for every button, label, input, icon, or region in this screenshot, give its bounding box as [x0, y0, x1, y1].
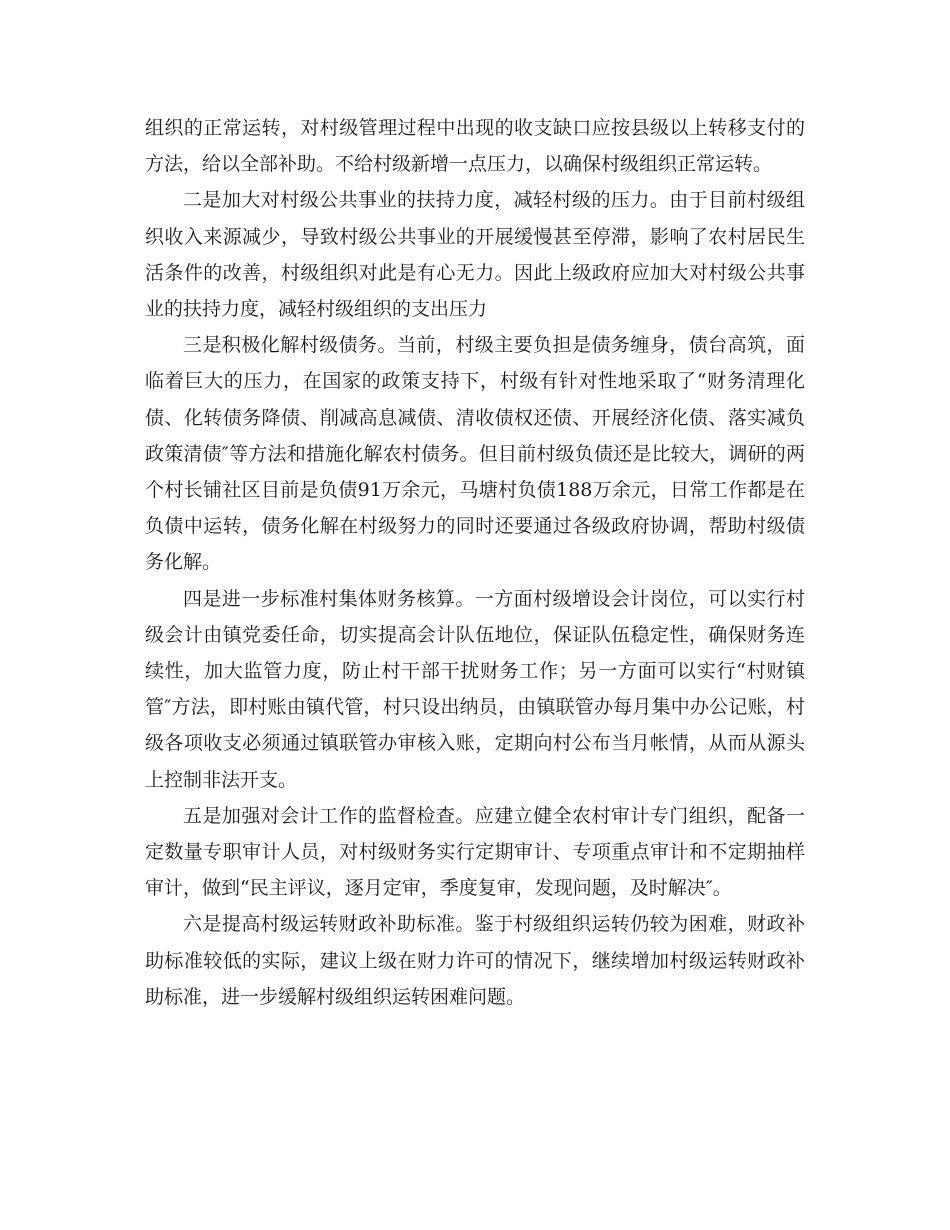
paragraph-point-6: 六是提高村级运转财政补助标准。鉴于村级组织运转仍较为困难，财政补助标准较低的实际，建议上级在财力许可的情况下，继续增加村级运转财政补助标准，进一步缓解村级组织运转困难问题。 — [145, 913, 805, 1008]
paragraph-point-4: 四是进一步标准村集体财务核算。一方面村级增设会计岗位，可以实行村级会计由镇党委任命，切实提高会计队伍地位，保证队伍稳定性，确保财务连续性，加大监管力度，防止村干部干扰财务工作；另一方面可以实行“村财镇管″方法，即村账由镇代管，村只设出纳员，由镇联管办每月集中办公记账，村级各项收支必须通过镇联管办审核入账，定期向村公布当月帐情，从而从源头上控制非法开支。 — [145, 587, 805, 791]
paragraph-point-3: 三是积极化解村级债务。当前，村级主要负担是债务缠身，债台高筑，面临着巨大的压力，在国家的政策支持下，村级有针对性地采取了“财务清理化债、化转债务降债、削减高息减债、清收债权还债、开展经济化债、落实减负政策清债″等方法和措施化解农村债务。但目前村级负债还是比较大，调研的两个村长铺社区目前是负债91万余元，马塘村负债188万余元，日常工作都是在负债中运转，债务化解在村级努力的同时还要通过各级政府协调，帮助村级债务化解。 — [145, 334, 805, 574]
paragraph-point-2: 二是加大对村级公共事业的扶持力度，减轻村级的压力。由于目前村级组织收入来源减少，导致村级公共事业的开展缓慢甚至停滞，影响了农村居民生活条件的改善，村级组织对此是有心无力。因此上级政府应加大对村级公共事业的扶持力度，减轻村级组织的支出压力 — [145, 189, 805, 321]
document-body — [145, 110, 805, 1015]
paragraph-continuation: 组织的正常运转，对村级管理过程中出现的收支缺口应按县级以上转移支付的方法，给以全部补助。不给村级新增一点压力，以确保村级组织正常运转。 — [145, 117, 805, 176]
paragraph-point-5: 五是加强对会计工作的监督检查。应建立健全农村审计专门组织，配备一定数量专职审计人员，对村级财务实行定期审计、专项重点审计和不定期抽样审计，做到“民主评议，逐月定审，季度复审，发现问题，及时解决″。 — [145, 804, 805, 900]
